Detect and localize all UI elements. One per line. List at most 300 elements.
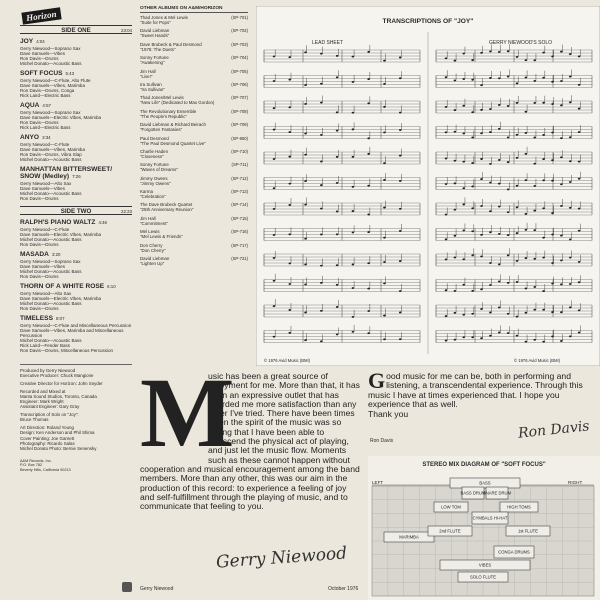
note-head: [288, 332, 291, 334]
ron-note-body: Good music for me can be, both in performing and listening, a transcendental experience. Through this music I have at times experienced that. I hope you experience that as well.: [368, 368, 583, 409]
catalog-number: (SP-707): [231, 95, 248, 101]
note-head: [578, 108, 581, 110]
catalog-number: (SP-850): [231, 135, 248, 141]
musician-credit: Gerry Niewood—Soprano Sax: [20, 45, 81, 51]
note-head: [516, 185, 519, 187]
catalog-number: (SP-715): [231, 215, 248, 221]
track-title: TIMELESS 8:07: [20, 315, 65, 323]
note-head: [304, 154, 307, 156]
note-head: [542, 237, 545, 239]
note-head: [336, 284, 339, 286]
note-head: [507, 282, 510, 284]
catalog-number: (SP-721): [231, 256, 248, 262]
note-head: [516, 260, 519, 262]
track-title: JOY 4:04: [20, 38, 45, 45]
sheet-music-image: [256, 6, 600, 366]
note-head: [445, 183, 448, 185]
musician-credit: Gerry Niewood—Soprano Sax: [20, 259, 81, 264]
track-title: MASADA 3:20: [20, 251, 61, 259]
side-one-heading: SIDE ONE 23:04: [20, 25, 132, 34]
lead-sheet-label: LEAD SHEET: [312, 40, 344, 46]
track-title: THORN OF A WHITE ROSE 6:10: [20, 283, 116, 291]
album-artist: Charlie Haden: [140, 148, 169, 154]
album-title: [140, 15, 188, 25]
catalog-number: (SP-708): [231, 108, 248, 114]
note-head: [462, 105, 465, 107]
album-artist: Thad Jones & Mel Lewis: [140, 15, 188, 20]
album-item: [140, 28, 248, 38]
note-head: [551, 311, 554, 313]
note-head: [320, 310, 323, 312]
album-item: [140, 122, 248, 132]
ron-signature: Ron Davis: [517, 418, 591, 442]
note-head: [445, 57, 448, 59]
transcription-panel: [256, 6, 600, 366]
note-head: [471, 79, 474, 81]
musician-credit: Gerry Niewood—Alto Sax: [20, 290, 72, 296]
note-head: [383, 207, 386, 209]
note-head: [480, 234, 483, 236]
ron-name: Ron Davis: [370, 438, 394, 444]
note-head: [383, 261, 386, 263]
note-head: [273, 305, 276, 307]
note-head: [462, 132, 465, 134]
side-two-tracks: [20, 219, 132, 353]
note-head: [445, 131, 448, 133]
note-head: [454, 257, 457, 259]
note-head: [367, 214, 370, 216]
catalog-number: (SP-702): [231, 28, 248, 34]
note-head: [273, 336, 276, 338]
album-artist: Sonny Fortune: [140, 55, 169, 61]
track-item: [20, 219, 132, 247]
note-head: [445, 106, 448, 108]
note-head: [288, 156, 291, 158]
musician-credit: Ron Davis—Drums: [20, 274, 59, 280]
note-head: [489, 231, 492, 233]
musician-credit: Michel Donato—Acoustic Bass: [20, 301, 82, 307]
note-head: [560, 340, 563, 342]
note-head: [399, 180, 402, 182]
note-head: [320, 184, 323, 186]
note-head: [480, 255, 483, 257]
note-head: [454, 60, 457, 62]
album-artist: Sonny Fortune: [140, 162, 169, 168]
credit-block: Creative Director for Horizon: John Snyder: [20, 380, 103, 386]
note-head: [352, 81, 355, 83]
note-head: [516, 134, 519, 136]
note-head: [533, 102, 536, 104]
low-tom-label: LOW TOM: [441, 504, 461, 510]
note-head: [498, 159, 501, 161]
note-head: [551, 234, 554, 236]
drop-cap-spacer: [140, 372, 208, 456]
album-artist: David Liebman: [140, 28, 170, 34]
note-head: [569, 136, 572, 138]
track-time: 4:04: [36, 39, 45, 44]
note-head: [320, 208, 323, 210]
musician-credit: Dave Samuels—Vibes, Marimba: [20, 146, 85, 152]
note-head: [320, 265, 323, 267]
catalog-number: (SP-705): [231, 68, 248, 74]
note-head: [454, 209, 457, 211]
note-head: [399, 312, 402, 314]
note-head: [399, 230, 402, 232]
note-head: [533, 80, 536, 82]
musician-credit: Ron Davis—Drums, Miscellaneous Percussion: [20, 348, 114, 354]
note-head: [542, 207, 545, 209]
album-name: "25th Anniversary Reunion": [140, 207, 194, 213]
copyright-left: © 1976 Avid Music (BMI): [264, 358, 311, 363]
note-head: [578, 178, 581, 180]
note-head: [383, 315, 386, 317]
note-head: [352, 186, 355, 188]
musician-credit: Michel Donato—Acoustic Bass: [20, 60, 82, 66]
album-name: "1975: The Duets": [140, 46, 176, 52]
album-artist: Dave Brubeck & Paul Desmond: [140, 41, 202, 47]
musician-credit: Michel Donato—Acoustic Bass: [20, 191, 82, 197]
note-head: [336, 233, 339, 235]
note-head: [578, 131, 581, 133]
note-head: [560, 104, 563, 106]
catalog-number: (SP-714): [231, 202, 248, 208]
note-head: [367, 78, 370, 80]
note-head: [569, 160, 572, 162]
note-head: [498, 280, 501, 282]
track-item: [20, 70, 132, 98]
mix-left-label: LEFT: [372, 480, 384, 485]
album-title: [140, 256, 169, 266]
note-head: [525, 76, 528, 78]
note-head: [551, 283, 554, 285]
note-head: [273, 158, 276, 160]
note-head: [498, 104, 501, 106]
note-head: [551, 262, 554, 264]
note-head: [551, 159, 554, 161]
note-head: [445, 238, 448, 240]
note-head: [551, 103, 554, 105]
note-head: [578, 230, 581, 232]
note-head: [578, 309, 581, 311]
note-head: [533, 286, 536, 288]
note-head: [542, 102, 545, 104]
album-title: [140, 136, 206, 146]
note-head: [542, 134, 545, 136]
album-artist: David Liebman & Richard Beirach: [140, 122, 206, 128]
musician-credit: Gerry Niewood—C-Flute: [20, 227, 70, 233]
album-artist: David Liebman: [140, 256, 170, 262]
note-head: [462, 284, 465, 286]
note-head: [560, 283, 563, 285]
album-name: "Sweet Hands": [140, 33, 170, 39]
note-head: [320, 282, 323, 284]
note-head: [525, 341, 528, 343]
album-artist: Karma: [140, 189, 153, 195]
note-head: [578, 261, 581, 263]
note-head: [507, 313, 510, 315]
copyright-right: © 1976 Avid Music (BMI): [514, 358, 561, 363]
note-head: [320, 161, 323, 163]
note-head: [383, 106, 386, 108]
note-head: [352, 128, 355, 130]
note-head: [462, 336, 465, 338]
note-head: [525, 111, 528, 113]
note-head: [445, 214, 448, 216]
album-item: [140, 216, 248, 226]
note-head: [471, 111, 474, 113]
note-head: [542, 341, 545, 343]
album-item: [140, 149, 248, 159]
note-head: [507, 161, 510, 163]
album-item: [140, 176, 248, 186]
note-head: [569, 181, 572, 183]
musician-credit: Rick Laird—Electric Bass: [20, 124, 71, 130]
album-name: "New Life" (Dedicated to Max Gordon): [140, 100, 215, 106]
note-head: [551, 132, 554, 134]
track-time: 7:26: [72, 174, 81, 180]
album-item: [140, 82, 248, 92]
ron-drop-cap: G: [368, 368, 386, 393]
track-title: SOFT FOCUS 5:43: [20, 69, 75, 77]
album-item: [140, 202, 248, 212]
note-head: [507, 332, 510, 334]
track-time: 4:46: [98, 220, 107, 226]
note-head: [533, 163, 536, 165]
note-head: [273, 234, 276, 236]
note-head: [445, 259, 448, 261]
note-head: [569, 238, 572, 240]
note-head: [533, 309, 536, 311]
note-head: [454, 312, 457, 314]
note-head: [525, 288, 528, 290]
note-head: [498, 332, 501, 334]
musician-credit: Dave Samuels—Vibes, Marimba and Miscellaneous Percussion: [20, 328, 124, 339]
gerry-note-text: usic has been a great source of enjoyment for me. More than that, it has been an expressive outlet that has afforded me more satisfaction than any other I've tried. There have been times when the spirit of the music was so strong that I have been able to transcend the physical act of playing, and just let the music flow. Moments such as these cannot happen without cooperation and musical encouragement among the band members. More than any other, this was our aim in the production of this record: to experience a feeling of joy and self-fulfillment through the playing of music, and to communicate that feeling to you.: [140, 371, 360, 512]
note-head: [320, 102, 323, 104]
note-head: [525, 132, 528, 134]
am-logo-icon: [122, 582, 132, 592]
track-time: 3:34: [42, 134, 51, 140]
note-head: [367, 310, 370, 312]
note-head: [542, 179, 545, 181]
musician-credit: Dave Samuels—Electric Vibes, Marimba: [20, 232, 101, 238]
note-head: [489, 182, 492, 184]
note-head: [507, 136, 510, 138]
gerry-signature: Gerry Niewood: [215, 543, 348, 573]
note-head: [445, 158, 448, 160]
album-title: [140, 149, 168, 159]
track-item: [20, 315, 132, 353]
credit-block: Produced by Gerry Niewood Executive Producer: Chuck Mangione: [20, 367, 94, 378]
note-head: [516, 56, 519, 58]
note-head: [471, 59, 474, 61]
note-head: [489, 77, 492, 79]
other-albums-heading: OTHER ALBUMS ON A&M/HORIZON: [140, 6, 248, 13]
note-head: [445, 289, 448, 291]
note-head: [560, 311, 563, 313]
album-title: [140, 162, 178, 172]
cymbals-label: CYMBALS HI-HAT: [472, 515, 508, 521]
musician-credit: Gerry Niewood—C-Flute and Miscellaneous Percussion: [20, 322, 132, 328]
note-head: [471, 254, 474, 256]
note-head: [462, 203, 465, 205]
album-name: "Waves of Dreams": [140, 167, 178, 173]
note-head: [480, 158, 483, 160]
note-head: [399, 260, 402, 262]
note-head: [560, 205, 563, 207]
note-head: [462, 187, 465, 189]
album-name: "Jimmy Owens": [140, 180, 171, 186]
note-head: [560, 259, 563, 261]
note-head: [516, 281, 519, 283]
note-head: [498, 206, 501, 208]
note-head: [383, 131, 386, 133]
note-head: [336, 182, 339, 184]
note-head: [525, 257, 528, 259]
musician-credit: Gerry Niewood—C-Flute, Alto Flute: [20, 77, 91, 83]
track-time: 4:57: [42, 102, 51, 108]
track-time: 3:20: [51, 252, 61, 258]
album-item: [140, 55, 248, 65]
note-head: [304, 283, 307, 285]
musician-credit: Gerry Niewood—Soprano Sax: [20, 109, 81, 115]
mix-diagram-title: STEREO MIX DIAGRAM OF "SOFT FOCUS": [422, 462, 546, 468]
note-head: [454, 160, 457, 162]
album-title: [140, 82, 165, 92]
note-head: [489, 50, 492, 52]
note-head: [489, 131, 492, 133]
album-name: "Closeness": [140, 153, 164, 159]
drop-cap: M: [140, 357, 235, 468]
bass-label: BASS: [479, 480, 491, 486]
musician-credit: Rick Laird—Fender Bass: [20, 343, 71, 349]
note-head: [578, 281, 581, 283]
album-artist: Paul Desmond: [140, 135, 169, 141]
note-head: [525, 229, 528, 231]
note-head: [560, 51, 563, 53]
note-head: [542, 290, 545, 292]
note-head: [507, 50, 510, 52]
note-head: [498, 233, 501, 235]
note-head: [578, 161, 581, 163]
note-head: [367, 102, 370, 104]
note-head: [480, 84, 483, 86]
note-head: [507, 188, 510, 190]
note-head: [471, 207, 474, 209]
note-head: [304, 133, 307, 135]
note-head: [399, 338, 402, 340]
catalog-number: (SP-706): [231, 81, 248, 87]
track-item: [20, 38, 132, 66]
note-head: [462, 314, 465, 316]
album-title: [140, 202, 193, 212]
note-head: [471, 230, 474, 232]
note-head: [288, 309, 291, 311]
album-title: [140, 243, 166, 253]
note-head: [352, 210, 355, 212]
note-head: [525, 213, 528, 215]
note-head: [454, 339, 457, 341]
note-head: [542, 309, 545, 311]
note-head: [578, 84, 581, 86]
album-title: [140, 216, 168, 226]
note-head: [320, 134, 323, 136]
note-head: [560, 183, 563, 185]
credit-block: Transcription of Solo on "Joy": Bruce Thomas: [20, 412, 79, 423]
note-head: [304, 103, 307, 105]
snare-drum-label: SNARE DRUM: [482, 490, 512, 496]
catalog-number: (SP-712): [231, 175, 248, 181]
note-head: [288, 106, 291, 108]
note-head: [352, 287, 355, 289]
side-two-heading: SIDE TWO 22:23: [20, 206, 132, 215]
note-head: [560, 80, 563, 82]
note-head: [304, 311, 307, 313]
album-item: [140, 162, 248, 172]
musician-credit: Rick Laird—Electric Bass: [20, 92, 71, 98]
note-head: [352, 316, 355, 318]
bass-drum-label: BASS DRUM: [460, 490, 486, 496]
album-artist: Jimmy Owens: [140, 175, 168, 181]
note-head: [471, 185, 474, 187]
note-head: [489, 108, 492, 110]
note-head: [383, 60, 386, 62]
marimba-label: MARIMBA: [399, 534, 419, 540]
musician-credit: Dave Samuels—Vibes: [20, 264, 65, 270]
note-head: [367, 51, 370, 53]
note-head: [352, 156, 355, 158]
note-head: [336, 130, 339, 132]
note-head: [471, 137, 474, 139]
track-item: [20, 166, 132, 202]
note-head: [578, 208, 581, 210]
album-name: "Lighten Up": [140, 261, 165, 267]
album-title: [140, 42, 202, 52]
album-item: [140, 95, 248, 105]
track-item: [20, 251, 132, 279]
note-head: [551, 180, 554, 182]
album-artist: Don Cherry: [140, 242, 163, 248]
note-head: [516, 82, 519, 84]
note-head: [542, 52, 545, 54]
note-head: [507, 76, 510, 78]
note-head: [507, 234, 510, 236]
note-head: [399, 57, 402, 59]
album-artist: Mel Lewis: [140, 229, 160, 235]
track-time: 8:07: [55, 316, 65, 322]
album-item: [140, 15, 248, 25]
musician-credit: Dave Samuels—Vibes: [20, 50, 65, 56]
album-name: "Awakening": [140, 60, 165, 66]
note-head: [533, 229, 536, 231]
catalog-number: (SP-703): [231, 41, 248, 47]
album-artist: Jim Hall: [140, 215, 156, 221]
note-head: [288, 131, 291, 133]
note-head: [525, 153, 528, 155]
note-head: [288, 262, 291, 264]
album-item: [140, 109, 248, 119]
note-head: [480, 178, 483, 180]
album-title: [140, 55, 169, 65]
note-head: [489, 335, 492, 337]
album-item: [140, 229, 248, 239]
note-head: [454, 131, 457, 133]
note-head: [367, 288, 370, 290]
note-head: [498, 128, 501, 130]
note-head: [454, 79, 457, 81]
note-head: [454, 290, 457, 292]
note-head: [462, 161, 465, 163]
